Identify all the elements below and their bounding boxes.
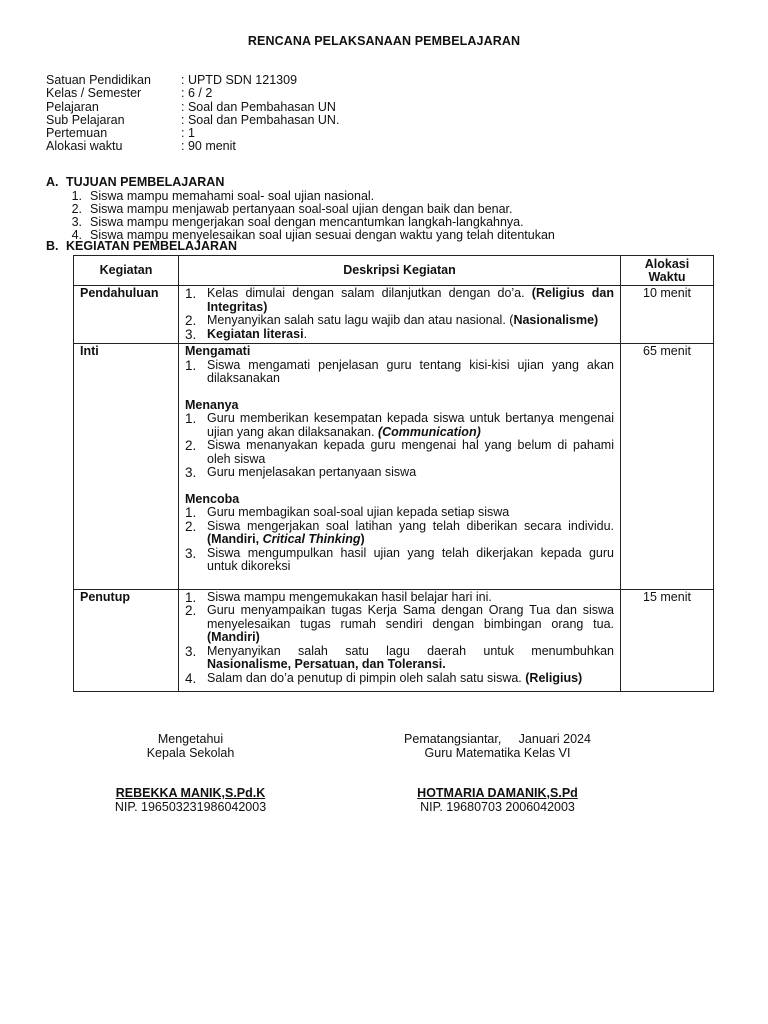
list-item: 1. Guru membagikan soal-soal ujian kepada setiap siswa <box>185 505 510 520</box>
section-title: KEGIATAN PEMBELAJARAN <box>66 239 238 253</box>
list-item: 3. Siswa mengumpulkan hasil ujian yang telah dikerjakan kepada guru untuk dikoreksi <box>185 545 614 573</box>
info-value: : Soal dan Pembahasan UN <box>181 99 336 114</box>
info-value: : 90 menit <box>181 139 236 154</box>
goal-item: 3. Siswa mampu mengerjakan soal dengan mencantumkan langkah-langkahnya. <box>71 215 524 230</box>
info-row <box>46 87 339 100</box>
table-row-inti <box>74 344 714 590</box>
section-letter: B. <box>46 239 59 253</box>
activity-time: 15 menit <box>621 589 714 692</box>
signature-name: REBEKKA MANIK,S.Pd.K <box>115 786 266 800</box>
info-label: Alokasi waktu <box>46 139 123 154</box>
goal-item: 4. Siswa mampu menyelesaikan soal ujian sesuai dengan waktu yang telah ditentukan <box>71 228 555 243</box>
list-item: 2. Guru menyampaikan tugas Kerja Sama dengan Orang Tua dan siswa menyelesaikan tugas rumah sendiri dengan bimbingan orang tua. (Mandiri) <box>185 603 614 644</box>
list-item: 2. Siswa mengerjakan soal latihan yang telah diberikan secara individu. (Mandiri, Critical Thinking) <box>185 518 614 546</box>
goals-list <box>46 190 726 243</box>
subheading-mengamati: Mengamati <box>185 344 251 358</box>
section-tujuan <box>46 176 726 243</box>
header-kegiatan: Kegiatan <box>74 256 179 286</box>
info-value: : 1 <box>181 126 195 141</box>
list-item: 2. Menyanyikan salah satu lagu wajib dan atau nasional. (Nasionalisme) <box>185 313 599 328</box>
activity-time: 65 menit <box>621 344 714 590</box>
activity-name: Inti <box>74 344 179 590</box>
signature-left <box>88 733 293 814</box>
list-item: 1. Guru memberikan kesempatan kepada siswa untuk bertanya mengenai ujian yang akan dilaksanakan. (Communication) <box>185 411 614 439</box>
list-item: 3. Guru menjelasakan pertanyaan siswa <box>185 465 417 480</box>
signature-line1: Mengetahui <box>157 732 224 746</box>
signature-nip: NIP. 19680703 2006042003 <box>420 799 575 814</box>
info-value: : Soal dan Pembahasan UN. <box>181 112 340 127</box>
table-row-penutup <box>74 589 714 692</box>
info-label: Sub Pelajaran <box>46 112 125 127</box>
header-deskripsi: Deskripsi Kegiatan <box>179 256 621 286</box>
activity-table <box>73 255 714 692</box>
list-item: 4. Salam dan do’a penutup di pimpin oleh salah satu siswa. (Religius) <box>185 670 583 686</box>
signature-name: HOTMARIA DAMANIK,S.Pd <box>417 786 578 800</box>
info-label: Kelas / Semester <box>46 86 142 101</box>
list-item: 1. Siswa mengamati penjelasan guru tentang kisi-kisi ujian yang akan dilaksanakan <box>185 357 614 385</box>
signature-right <box>385 733 610 814</box>
signature-line2: Kepala Sekolah <box>146 745 235 760</box>
info-row <box>46 74 339 87</box>
info-row <box>46 101 339 114</box>
goal-item: 1. Siswa mampu memahami soal- soal ujian nasional. <box>71 188 375 203</box>
signature-nip: NIP. 196503231986042003 <box>114 799 267 814</box>
list-item: 3. Kegiatan literasi. <box>185 326 308 342</box>
info-row <box>46 114 339 127</box>
info-label: Satuan Pendidikan <box>46 73 151 87</box>
list-item: 2. Siswa menanyakan kepada guru mengenai hal yang belum di pahami oleh siswa <box>185 438 614 466</box>
info-row <box>46 140 339 153</box>
document-title: RENCANA PELAKSANAAN PEMBELAJARAN <box>247 34 521 48</box>
section-letter: A. <box>46 175 59 189</box>
activity-description <box>179 344 621 590</box>
list-item: 1. Kelas dimulai dengan salam dilanjutkan dengan do’a. (Religius dan Integritas) <box>185 286 614 314</box>
header-alokasi: Alokasi Waktu <box>621 256 714 286</box>
activity-time: 10 menit <box>621 286 714 344</box>
info-value: : 6 / 2 <box>181 86 213 101</box>
table-header-row <box>74 256 714 286</box>
subheading-mencoba: Mencoba <box>185 491 240 506</box>
signature-line1: Pematangsiantar, Januari 2024 <box>404 732 591 746</box>
info-row <box>46 127 339 140</box>
section-kegiatan-heading <box>46 240 237 254</box>
signature-line2: Guru Matematika Kelas VI <box>424 745 571 760</box>
activity-description <box>179 589 621 692</box>
section-title: TUJUAN PEMBELAJARAN <box>66 175 225 189</box>
activity-description <box>179 286 621 344</box>
list-item: 3. Menyanyikan salah satu lagu daerah untuk menumbuhkan Nasionalisme, Persatuan, dan Toleransi. <box>185 643 614 671</box>
list-item: 1. Siswa mampu mengemukakan hasil belajar hari ini. <box>185 589 492 605</box>
info-label: Pelajaran <box>46 99 99 114</box>
identity-block <box>46 74 339 154</box>
goal-item: 2. Siswa mampu menjawab pertanyaan soal-soal ujian dengan baik dan benar. <box>71 201 513 216</box>
info-value: : UPTD SDN 121309 <box>181 73 298 87</box>
section-heading <box>46 176 726 190</box>
info-label: Pertemuan <box>46 126 108 141</box>
subheading-menanya: Menanya <box>185 397 239 412</box>
table-row-pendahuluan <box>74 286 714 344</box>
activity-name: Penutup <box>74 589 179 692</box>
activity-name: Pendahuluan <box>74 286 179 344</box>
